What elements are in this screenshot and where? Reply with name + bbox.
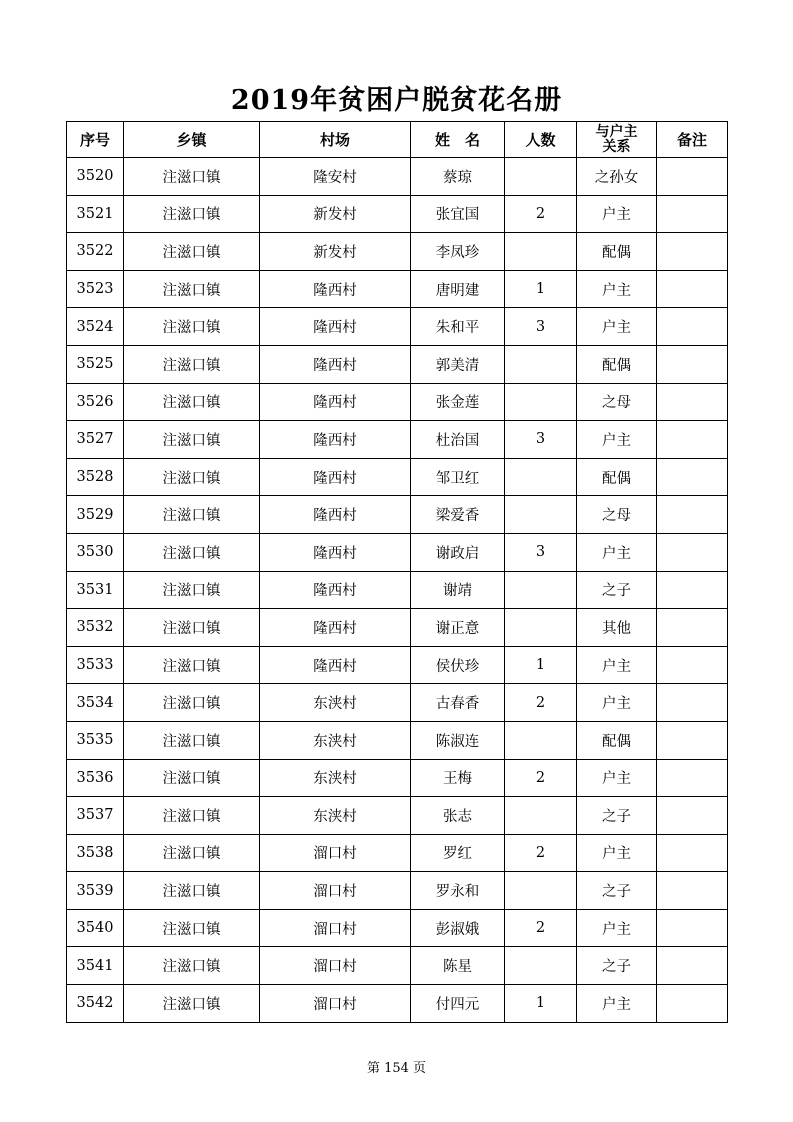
cell-name: 谢正意 [411,609,505,647]
cell-seq: 3525 [67,345,124,383]
table-row [67,947,728,985]
cell-township: 注滋口镇 [124,195,260,233]
header-seq: 序号 [67,122,124,158]
cell-name: 陈星 [411,947,505,985]
cell-relation: 配偶 [577,721,657,759]
cell-name: 朱和平 [411,308,505,346]
cell-village: 新发村 [260,195,411,233]
cell-seq: 3538 [67,834,124,872]
cell-relation: 之母 [577,383,657,421]
cell-count [505,383,577,421]
cell-count: 2 [505,195,577,233]
cell-township: 注滋口镇 [124,458,260,496]
cell-relation: 户主 [577,684,657,722]
cell-village: 隆西村 [260,571,411,609]
header-relation-line2: 关系 [602,138,631,155]
header-count: 人数 [505,122,577,158]
cell-remark [657,533,728,571]
table-row [67,759,728,797]
cell-count [505,571,577,609]
cell-remark [657,759,728,797]
header-village: 村场 [260,122,411,158]
page-number: 第 154 页 [366,1061,427,1076]
cell-village: 隆西村 [260,496,411,534]
table-row [67,270,728,308]
cell-count [505,609,577,647]
cell-township: 注滋口镇 [124,609,260,647]
cell-count: 2 [505,834,577,872]
cell-relation: 户主 [577,533,657,571]
cell-name: 蔡琼 [411,158,505,196]
table-row [67,909,728,947]
cell-count [505,233,577,271]
cell-relation: 之子 [577,947,657,985]
cell-remark [657,458,728,496]
cell-name: 彭淑娥 [411,909,505,947]
table-row [67,609,728,647]
table-row [67,458,728,496]
cell-relation: 配偶 [577,345,657,383]
cell-seq: 3533 [67,646,124,684]
cell-township: 注滋口镇 [124,797,260,835]
cell-name: 王梅 [411,759,505,797]
cell-count [505,345,577,383]
table-row [67,383,728,421]
cell-village: 隆西村 [260,345,411,383]
cell-village: 溜口村 [260,909,411,947]
cell-relation: 之子 [577,872,657,910]
cell-seq: 3537 [67,797,124,835]
cell-township: 注滋口镇 [124,270,260,308]
cell-remark [657,646,728,684]
table-row [67,834,728,872]
table-row [67,421,728,459]
table-row [67,233,728,271]
cell-village: 隆西村 [260,533,411,571]
header-relation [577,122,657,158]
cell-relation: 配偶 [577,233,657,271]
cell-relation: 之子 [577,797,657,835]
table-row [67,721,728,759]
cell-relation: 户主 [577,195,657,233]
cell-township: 注滋口镇 [124,533,260,571]
table-header-row [67,122,728,158]
cell-count: 3 [505,421,577,459]
cell-name: 古春香 [411,684,505,722]
table-row [67,496,728,534]
cell-count: 2 [505,684,577,722]
cell-remark [657,158,728,196]
table-row [67,345,728,383]
cell-name: 罗永和 [411,872,505,910]
cell-remark [657,345,728,383]
cell-township: 注滋口镇 [124,909,260,947]
cell-remark [657,571,728,609]
table-row [67,308,728,346]
cell-village: 溜口村 [260,947,411,985]
cell-village: 溜口村 [260,985,411,1023]
cell-count [505,797,577,835]
header-township: 乡镇 [124,122,260,158]
cell-seq: 3530 [67,533,124,571]
cell-name: 谢靖 [411,571,505,609]
cell-seq: 3522 [67,233,124,271]
cell-relation: 户主 [577,646,657,684]
table-row [67,571,728,609]
cell-seq: 3532 [67,609,124,647]
header-relation-line1: 与户主 [595,123,638,140]
cell-village: 东浃村 [260,721,411,759]
cell-village: 溜口村 [260,872,411,910]
cell-name: 杜治国 [411,421,505,459]
cell-name: 张金莲 [411,383,505,421]
page-title: 2019年贫困户脱贫花名册 [230,85,563,116]
roster-table [66,121,728,1023]
cell-village: 隆西村 [260,421,411,459]
cell-seq: 3539 [67,872,124,910]
cell-township: 注滋口镇 [124,308,260,346]
cell-township: 注滋口镇 [124,158,260,196]
cell-remark [657,872,728,910]
cell-count: 2 [505,759,577,797]
cell-name: 张志 [411,797,505,835]
cell-township: 注滋口镇 [124,496,260,534]
table-row [67,797,728,835]
cell-remark [657,195,728,233]
cell-relation: 户主 [577,308,657,346]
cell-remark [657,421,728,459]
cell-village: 隆西村 [260,609,411,647]
cell-township: 注滋口镇 [124,383,260,421]
cell-seq: 3520 [67,158,124,196]
cell-name: 郭美清 [411,345,505,383]
cell-remark [657,383,728,421]
cell-name: 陈淑连 [411,721,505,759]
cell-village: 隆西村 [260,646,411,684]
header-name: 姓 名 [411,122,505,158]
cell-village: 隆西村 [260,383,411,421]
cell-township: 注滋口镇 [124,985,260,1023]
cell-seq: 3524 [67,308,124,346]
cell-name: 唐明建 [411,270,505,308]
cell-remark [657,233,728,271]
cell-remark [657,985,728,1023]
cell-relation: 户主 [577,834,657,872]
cell-seq: 3540 [67,909,124,947]
header-remark: 备注 [657,122,728,158]
cell-township: 注滋口镇 [124,646,260,684]
table-row [67,195,728,233]
cell-name: 付四元 [411,985,505,1023]
cell-name: 梁爱香 [411,496,505,534]
cell-township: 注滋口镇 [124,947,260,985]
cell-township: 注滋口镇 [124,684,260,722]
cell-count: 3 [505,533,577,571]
cell-relation: 其他 [577,609,657,647]
cell-seq: 3527 [67,421,124,459]
cell-relation: 户主 [577,421,657,459]
cell-village: 新发村 [260,233,411,271]
cell-count: 3 [505,308,577,346]
cell-relation: 配偶 [577,458,657,496]
cell-remark [657,721,728,759]
cell-village: 溜口村 [260,834,411,872]
cell-township: 注滋口镇 [124,872,260,910]
cell-count [505,872,577,910]
cell-count: 1 [505,985,577,1023]
table-row [67,872,728,910]
cell-count [505,721,577,759]
cell-relation: 户主 [577,985,657,1023]
cell-relation: 之子 [577,571,657,609]
cell-seq: 3526 [67,383,124,421]
cell-remark [657,909,728,947]
cell-seq: 3528 [67,458,124,496]
cell-seq: 3542 [67,985,124,1023]
cell-township: 注滋口镇 [124,834,260,872]
cell-seq: 3534 [67,684,124,722]
cell-township: 注滋口镇 [124,345,260,383]
cell-relation: 之母 [577,496,657,534]
cell-count [505,496,577,534]
cell-remark [657,797,728,835]
table-row [67,985,728,1023]
cell-remark [657,684,728,722]
cell-remark [657,496,728,534]
cell-relation: 户主 [577,270,657,308]
cell-village: 东浃村 [260,684,411,722]
cell-count: 2 [505,909,577,947]
cell-township: 注滋口镇 [124,571,260,609]
cell-relation: 之孙女 [577,158,657,196]
cell-count: 1 [505,646,577,684]
cell-count [505,947,577,985]
table-row [67,158,728,196]
cell-count: 1 [505,270,577,308]
cell-name: 邹卫红 [411,458,505,496]
cell-seq: 3541 [67,947,124,985]
cell-remark [657,270,728,308]
cell-township: 注滋口镇 [124,421,260,459]
cell-seq: 3535 [67,721,124,759]
cell-count [505,158,577,196]
cell-count [505,458,577,496]
table-row [67,684,728,722]
cell-remark [657,834,728,872]
cell-village: 东浃村 [260,797,411,835]
cell-name: 谢政启 [411,533,505,571]
cell-seq: 3529 [67,496,124,534]
cell-seq: 3536 [67,759,124,797]
cell-township: 注滋口镇 [124,721,260,759]
cell-relation: 户主 [577,759,657,797]
cell-remark [657,609,728,647]
cell-seq: 3523 [67,270,124,308]
cell-relation: 户主 [577,909,657,947]
table-body [67,158,728,1023]
cell-name: 罗红 [411,834,505,872]
cell-remark [657,308,728,346]
cell-village: 隆西村 [260,458,411,496]
cell-seq: 3521 [67,195,124,233]
cell-village: 隆西村 [260,308,411,346]
cell-village: 东浃村 [260,759,411,797]
cell-township: 注滋口镇 [124,233,260,271]
cell-name: 李凤珍 [411,233,505,271]
cell-seq: 3531 [67,571,124,609]
cell-remark [657,947,728,985]
table-row [67,646,728,684]
cell-village: 隆安村 [260,158,411,196]
cell-township: 注滋口镇 [124,759,260,797]
table-row [67,533,728,571]
cell-village: 隆西村 [260,270,411,308]
cell-name: 侯伏珍 [411,646,505,684]
cell-name: 张宜国 [411,195,505,233]
